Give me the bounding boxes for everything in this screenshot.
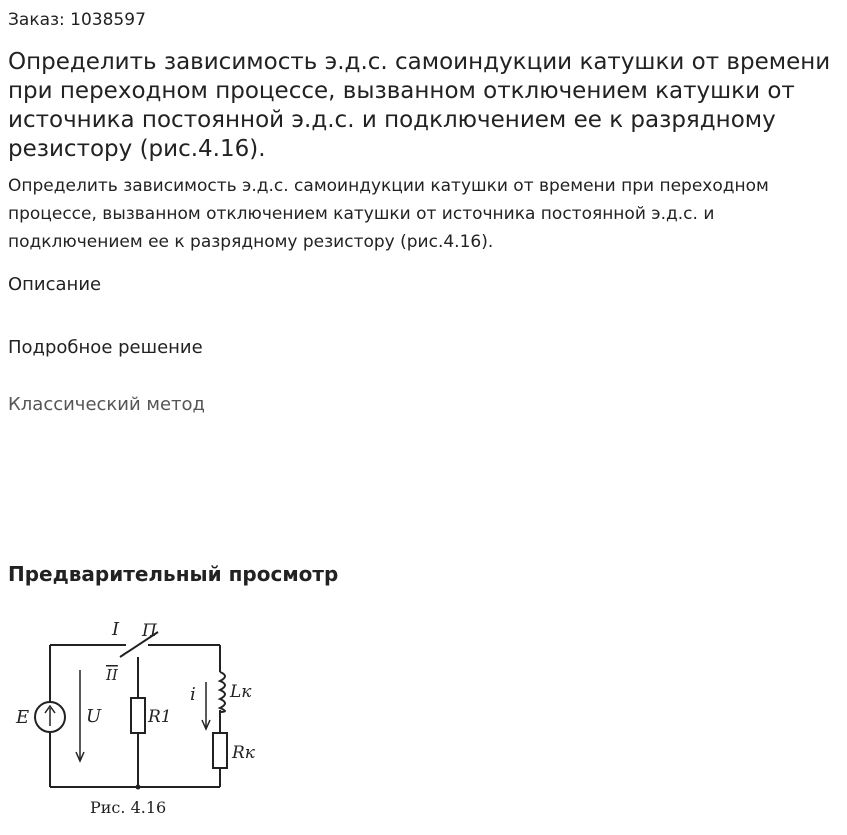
- current-label: i: [190, 684, 196, 705]
- order-number: Заказ: 1038597: [8, 10, 146, 30]
- figure-caption: Рис. 4.16: [90, 798, 167, 817]
- resistance-k-label: Rк: [232, 743, 255, 763]
- inductance-label: Lк: [230, 682, 252, 702]
- solution-label: Подробное решение: [8, 337, 203, 358]
- page-title: Определить зависимость э.д.с. самоиндукции катушки от времени при переходном процессе, вызванном отключением катушки от источника постоянной э.д.с. и подключением ее к разрядному резистору (рис.4.16).: [8, 49, 831, 162]
- circuit-figure: [8, 610, 288, 825]
- resistor-r1: [131, 698, 145, 733]
- switch-pos-2-label: П: [142, 621, 157, 641]
- task-description: Определить зависимость э.д.с. самоиндукции катушки от времени при переходном процессе, вызванном отключением катушки от источника постоянной э.д.с. и подключением ее к разрядному резистору (рис.4.16).: [8, 176, 769, 252]
- switch-pos-1-label: I: [112, 619, 120, 640]
- voltage-label: U: [86, 706, 102, 727]
- circuit-diagram: [8, 610, 288, 825]
- source-label: E: [16, 707, 30, 728]
- junction-dot: [136, 785, 141, 790]
- preview-heading: Предварительный просмотр: [8, 562, 339, 586]
- method-label: Классический метод: [8, 394, 205, 415]
- switch-pos-3-label: II: [106, 666, 118, 684]
- resistor-r1-label: R1: [148, 707, 172, 727]
- description-label: Описание: [8, 274, 102, 295]
- resistor-rk: [213, 733, 227, 768]
- inductor-coil: [220, 672, 225, 712]
